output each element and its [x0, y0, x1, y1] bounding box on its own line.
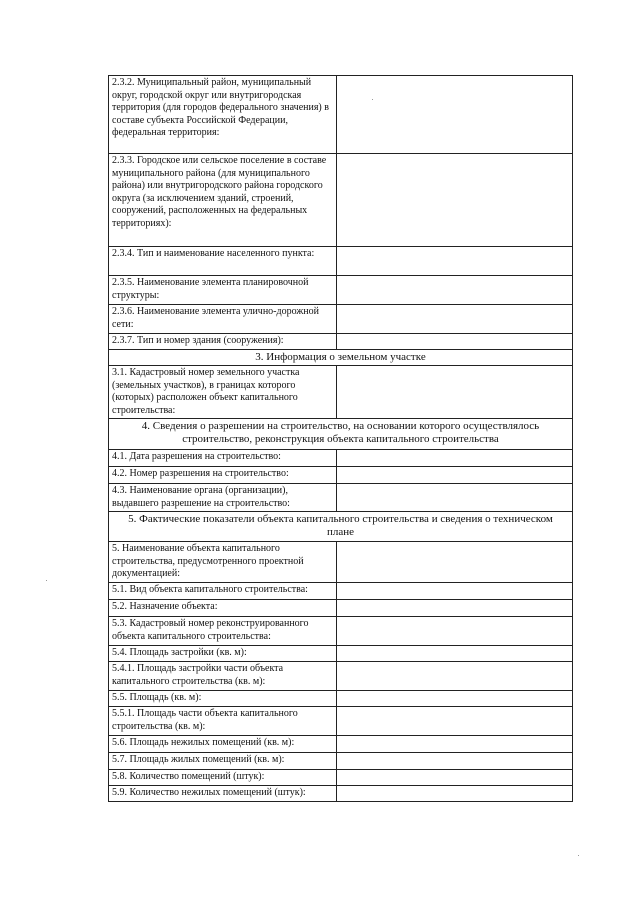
section-header-row: [109, 419, 573, 450]
field-label: 4.1. Дата разрешения на строительство:: [109, 450, 337, 467]
form-row: [109, 583, 573, 600]
field-label: 5.7. Площадь жилых помещений (кв. м):: [109, 753, 337, 770]
form-row: [109, 450, 573, 467]
field-label: 5.4. Площадь застройки (кв. м):: [109, 646, 337, 662]
field-value-cell[interactable]: [337, 76, 573, 154]
form-row: [109, 770, 573, 786]
form-row: [109, 154, 573, 247]
scan-speck: [578, 855, 579, 856]
field-label: 5.9. Количество нежилых помещений (штук):: [109, 786, 337, 802]
field-label: 2.3.5. Наименование элемента планировочной структуры:: [109, 276, 337, 305]
form-row: [109, 467, 573, 484]
form-row: [109, 334, 573, 350]
section-title: 5. Фактические показатели объекта капитального строительства и сведения о техническом плане: [109, 512, 573, 542]
scan-speck: [372, 99, 373, 100]
form-row: [109, 707, 573, 736]
field-value-cell[interactable]: [337, 305, 573, 334]
field-label: 2.3.3. Городское или сельское поселение в составе муниципального района (для муниципального района) или внутригородского района городского округа (за исключением зданий, строений, сооружений, расположенных на федеральных территориях):: [109, 154, 337, 247]
field-value-cell[interactable]: [337, 786, 573, 802]
form-row: [109, 366, 573, 419]
field-value-cell[interactable]: [337, 707, 573, 736]
field-value-cell[interactable]: [337, 334, 573, 350]
form-row: [109, 276, 573, 305]
form-row: [109, 484, 573, 512]
field-value-cell[interactable]: [337, 770, 573, 786]
field-label: 5. Наименование объекта капитального строительства, предусмотренного проектной документацией:: [109, 542, 337, 583]
field-value-cell[interactable]: [337, 450, 573, 467]
form-row: [109, 542, 573, 583]
field-value-cell[interactable]: [337, 583, 573, 600]
field-label: 2.3.4. Тип и наименование населенного пункта:: [109, 247, 337, 276]
field-value-cell[interactable]: [337, 600, 573, 617]
field-label: 4.3. Наименование органа (организации), выдавшего разрешение на строительство:: [109, 484, 337, 512]
section-title: 4. Сведения о разрешении на строительство, на основании которого осуществлялось строительство, реконструкция объекта капитального строительства: [109, 419, 573, 450]
form-row: [109, 646, 573, 662]
field-label: 2.3.6. Наименование элемента улично-дорожной сети:: [109, 305, 337, 334]
field-value-cell[interactable]: [337, 247, 573, 276]
form-row: [109, 691, 573, 707]
field-value-cell[interactable]: [337, 154, 573, 247]
field-label: 5.6. Площадь нежилых помещений (кв. м):: [109, 736, 337, 753]
section-header-row: [109, 512, 573, 542]
field-label: 5.8. Количество помещений (штук):: [109, 770, 337, 786]
form-row: [109, 786, 573, 802]
form-table-body: [109, 76, 573, 802]
form-row: [109, 600, 573, 617]
form-row: [109, 305, 573, 334]
field-label: 4.2. Номер разрешения на строительство:: [109, 467, 337, 484]
form-row: [109, 753, 573, 770]
field-value-cell[interactable]: [337, 691, 573, 707]
object-info-form-table: [108, 75, 573, 802]
field-value-cell[interactable]: [337, 467, 573, 484]
field-value-cell[interactable]: [337, 366, 573, 419]
field-value-cell[interactable]: [337, 736, 573, 753]
field-value-cell[interactable]: [337, 662, 573, 691]
field-label: 5.2. Назначение объекта:: [109, 600, 337, 617]
form-row: [109, 247, 573, 276]
section-title: 3. Информация о земельном участке: [109, 350, 573, 366]
field-value-cell[interactable]: [337, 542, 573, 583]
field-value-cell[interactable]: [337, 646, 573, 662]
form-row: [109, 736, 573, 753]
field-label: 5.5. Площадь (кв. м):: [109, 691, 337, 707]
field-value-cell[interactable]: [337, 276, 573, 305]
field-value-cell[interactable]: [337, 753, 573, 770]
field-label: 5.3. Кадастровый номер реконструированного объекта капитального строительства:: [109, 617, 337, 646]
field-label: 2.3.7. Тип и номер здания (сооружения):: [109, 334, 337, 350]
section-header-row: [109, 350, 573, 366]
field-label: 5.1. Вид объекта капитального строительства:: [109, 583, 337, 600]
field-label: 5.5.1. Площадь части объекта капитального строительства (кв. м):: [109, 707, 337, 736]
form-row: [109, 76, 573, 154]
field-value-cell[interactable]: [337, 484, 573, 512]
field-value-cell[interactable]: [337, 617, 573, 646]
field-label: 3.1. Кадастровый номер земельного участка (земельных участков), в границах которого (которых) расположен объект капитального строительства:: [109, 366, 337, 419]
field-label: 2.3.2. Муниципальный район, муниципальный округ, городской округ или внутригородская территория (для городов федерального значения) в составе субъекта Российской Федерации, федеральная территория:: [109, 76, 337, 154]
form-row: [109, 617, 573, 646]
form-row: [109, 662, 573, 691]
scan-speck: [46, 580, 47, 581]
field-label: 5.4.1. Площадь застройки части объекта капитального строительства (кв. м):: [109, 662, 337, 691]
